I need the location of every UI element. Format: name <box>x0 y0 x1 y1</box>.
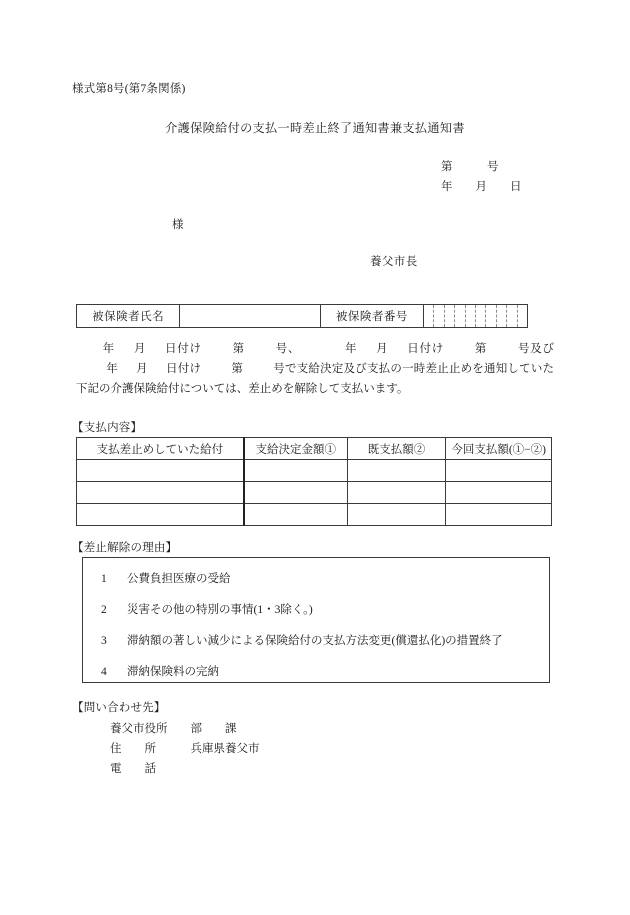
list-item[interactable] <box>101 570 231 586</box>
cell-decided-amount[interactable] <box>244 482 347 504</box>
body-month-1: 月 <box>133 343 147 355</box>
reason-number: 1 <box>101 573 107 585</box>
cell-benefit[interactable] <box>77 504 244 526</box>
body-dai-1: 第 <box>231 343 245 355</box>
reason-number: 4 <box>101 666 107 678</box>
body-year-1: 年 <box>102 343 116 355</box>
table-row <box>77 482 552 504</box>
insured-number-cell[interactable] <box>518 305 527 327</box>
form-number: 様式第8号(第7条関係) <box>72 83 186 95</box>
list-item[interactable] <box>101 632 503 648</box>
document-number-line: 第 号 <box>441 161 499 173</box>
body-day-2: 日付け <box>406 343 445 355</box>
list-item[interactable] <box>101 663 219 679</box>
cell-benefit[interactable] <box>77 460 244 482</box>
insured-number-cell[interactable] <box>476 305 486 327</box>
cell-current-payment[interactable] <box>446 504 552 526</box>
insured-person-table <box>76 304 528 328</box>
insured-number-cell[interactable] <box>434 305 444 327</box>
body-day-3: 日付け <box>165 363 202 375</box>
document-date-line: 年 月 日 <box>441 181 522 193</box>
contact-address-line: 住 所 兵庫県養父市 <box>110 743 260 755</box>
cell-already-paid[interactable] <box>347 504 446 526</box>
reason-number: 3 <box>101 635 107 647</box>
insured-number-cell-group <box>424 305 527 327</box>
insured-name-value[interactable] <box>180 305 320 328</box>
body-day-1: 日付け <box>164 343 202 355</box>
column-header-benefit: 支払差止めしていた給付 <box>77 438 244 460</box>
insured-number-cell[interactable] <box>497 305 507 327</box>
document-title: 介護保険給付の支払一時差止終了通知書兼支払通知書 <box>165 121 465 135</box>
table-row <box>77 460 552 482</box>
reason-text: 滞納保険料の完納 <box>127 666 219 678</box>
insured-number-cell[interactable] <box>466 305 476 327</box>
insured-number-label: 被保険者番号 <box>320 305 423 328</box>
reason-list-box <box>82 557 550 683</box>
body-dai-2: 第 <box>474 343 488 355</box>
body-tail: 号で支給決定及び支払の一時差止 <box>273 363 449 375</box>
cell-already-paid[interactable] <box>347 460 446 482</box>
body-gou-1: 号、 <box>274 343 301 355</box>
column-header-current-payment: 今回支払額(①−②) <box>446 438 552 460</box>
payment-section-heading: 【支払内容】 <box>72 422 143 434</box>
contact-section-heading: 【問い合わせ先】 <box>72 702 166 714</box>
insured-name-label: 被保険者氏名 <box>77 305 180 328</box>
body-dai-3: 第 <box>231 363 244 375</box>
cell-already-paid[interactable] <box>347 482 446 504</box>
insured-number-cell[interactable] <box>424 305 434 327</box>
insured-number-cell[interactable] <box>507 305 517 327</box>
cell-current-payment[interactable] <box>446 482 552 504</box>
body-year-3: 年 <box>106 363 118 375</box>
addressee-line: 様 <box>172 219 184 231</box>
reason-number: 2 <box>101 604 107 616</box>
contact-office-line: 養父市役所 部 課 <box>110 723 237 735</box>
table-row <box>77 504 552 526</box>
insured-number-cell[interactable] <box>455 305 465 327</box>
insured-number-cells[interactable] <box>424 305 528 328</box>
column-header-already-paid: 既支払額② <box>347 438 446 460</box>
body-year-2: 年 <box>344 343 358 355</box>
table-header-row <box>77 438 552 460</box>
payment-content-table <box>76 437 552 526</box>
table-row <box>77 305 528 328</box>
reason-text: 災害その他の特別の事情(1・3除く。) <box>127 604 313 616</box>
insured-number-cell[interactable] <box>486 305 496 327</box>
reason-text: 公費負担医療の受給 <box>127 573 231 585</box>
issuer-name: 養父市長 <box>370 256 418 268</box>
cell-decided-amount[interactable] <box>244 460 347 482</box>
reason-text: 滞納額の著しい減少による保険給付の支払方法変更(償還払化)の措置終了 <box>127 635 503 647</box>
body-paragraph <box>76 339 554 399</box>
cell-decided-amount[interactable] <box>244 504 347 526</box>
body-month-2: 月 <box>375 343 389 355</box>
insured-number-cell[interactable] <box>445 305 455 327</box>
list-item[interactable] <box>101 601 313 617</box>
contact-phone-line: 電 話 <box>110 763 156 775</box>
cell-benefit[interactable] <box>77 482 244 504</box>
cell-current-payment[interactable] <box>446 460 552 482</box>
reason-section-heading: 【差止解除の理由】 <box>72 542 178 554</box>
body-gou-2: 号及び <box>517 343 555 355</box>
column-header-decided-amount: 支給決定金額① <box>244 438 347 460</box>
body-month-3: 月 <box>135 363 148 375</box>
body-last-line: 止めを通知していた下記の介護保険給付については、差止めを解除して支払います。 <box>76 363 555 395</box>
